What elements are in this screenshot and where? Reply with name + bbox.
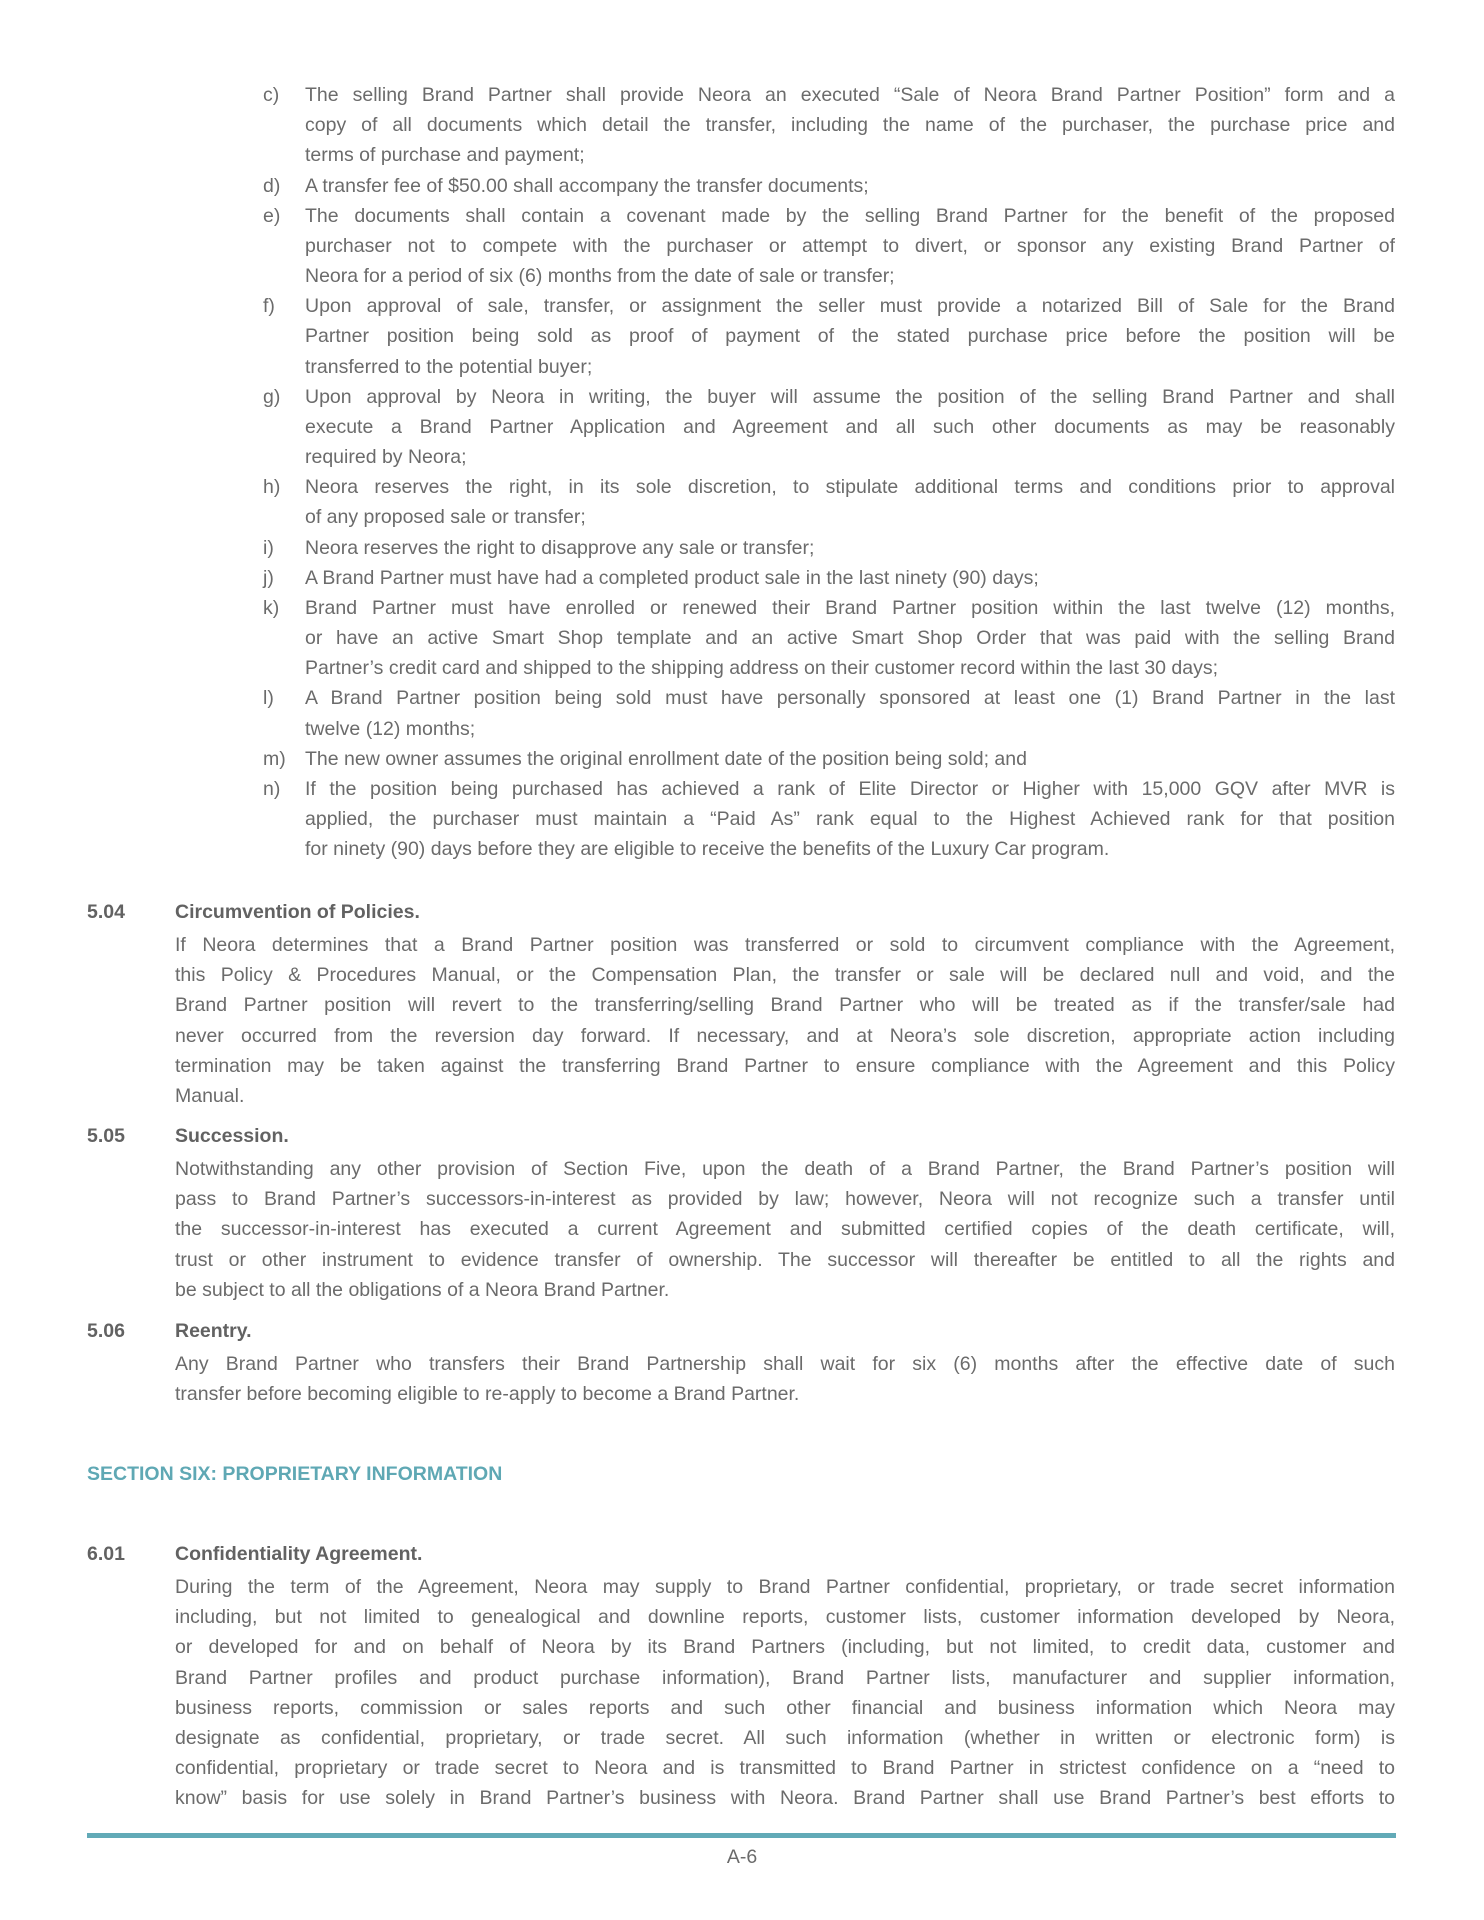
- body-line: Any Brand Partner who transfers their Brand Partnership shall wait for six (6) months after the effective date of such: [175, 1353, 1395, 1375]
- list-marker: f): [263, 295, 275, 318]
- list-item-line: Neora reserves the right to disapprove any sale or transfer;: [305, 536, 815, 559]
- body-line: business reports, commission or sales reports and such other financial and business information which Neora may: [175, 1696, 1395, 1719]
- list-marker: e): [263, 204, 281, 227]
- body-line: pass to Brand Partner’s successors-in-interest as provided by law; however, Neora will not recognize such a transfer until: [175, 1188, 1395, 1211]
- list-item: [263, 382, 1395, 473]
- list-item-line: transferred to the potential buyer;: [305, 355, 593, 378]
- section-number: 6.01: [87, 1543, 125, 1565]
- list-item-line: for ninety (90) days before they are eligible to receive the benefits of the Luxury Car program.: [305, 838, 1110, 861]
- list-item-line: required by Neora;: [305, 446, 467, 469]
- body-line: confidential, proprietary or trade secret to Neora and is transmitted to Brand Partner in strictest confidence on a “need to: [175, 1757, 1395, 1780]
- list-item-line: The selling Brand Partner shall provide Neora an executed “Sale of Neora Brand Partner Position” form and a: [305, 84, 1395, 106]
- list-item-line: If the position being purchased has achieved a rank of Elite Director or Higher with 15,000 GQV after MVR is: [305, 777, 1395, 800]
- list-item: [263, 533, 1395, 563]
- body-line: termination may be taken against the transferring Brand Partner to ensure compliance with the Agreement and this Policy: [175, 1054, 1395, 1077]
- body-line: know” basis for use solely in Brand Partner’s business with Neora. Brand Partner shall use Brand Partner’s best efforts to: [175, 1787, 1395, 1810]
- list-item-line: Upon approval by Neora in writing, the buyer will assume the position of the selling Brand Partner and shall: [305, 385, 1395, 408]
- body-line: Manual.: [175, 1084, 245, 1107]
- list-marker: c): [263, 84, 280, 106]
- list-item: [263, 563, 1395, 593]
- list-marker: m): [263, 747, 286, 770]
- section-heading: Circumvention of Policies.: [175, 901, 420, 923]
- list-item-line: twelve (12) months;: [305, 717, 476, 740]
- footer-rule: [87, 1833, 1396, 1838]
- list-item-line: applied, the purchaser must maintain a “Paid As” rank equal to the Highest Achieved rank for that position: [305, 808, 1395, 831]
- list-item: [263, 171, 1395, 201]
- page-number: A-6: [726, 1846, 758, 1868]
- list-item-line: or have an active Smart Shop template and an active Smart Shop Order that was paid with the selling Brand: [305, 627, 1395, 650]
- list-item-line: A Brand Partner position being sold must have personally sponsored at least one (1) Brand Partner in the last: [305, 687, 1395, 710]
- body-line: Brand Partner profiles and product purchase information), Brand Partner lists, manufacturer and supplier information,: [175, 1666, 1395, 1689]
- body-line: trust or other instrument to evidence transfer of ownership. The successor will thereafter be entitled to all the rights and: [175, 1248, 1395, 1271]
- body-line: If Neora determines that a Brand Partner position was transferred or sold to circumvent compliance with the Agreement,: [175, 934, 1395, 956]
- body-line: During the term of the Agreement, Neora may supply to Brand Partner confidential, proprietary, or trade secret information: [175, 1576, 1395, 1598]
- list-item: [263, 291, 1395, 382]
- list-item-line: Brand Partner must have enrolled or renewed their Brand Partner position within the last twelve (12) months,: [305, 596, 1395, 619]
- list-item: [263, 201, 1395, 292]
- section-heading: Succession.: [175, 1125, 289, 1147]
- list-item-line: A transfer fee of $50.00 shall accompany the transfer documents;: [305, 174, 869, 197]
- list-item: [263, 80, 1395, 171]
- list-item: [263, 683, 1395, 743]
- section-body: [175, 1349, 1395, 1409]
- section-six-title: SECTION SIX: PROPRIETARY INFORMATION: [87, 1463, 503, 1485]
- list-item-line: Upon approval of sale, transfer, or assignment the seller must provide a notarized Bill of Sale for the Brand: [305, 295, 1395, 318]
- list-item-line: The documents shall contain a covenant made by the selling Brand Partner for the benefit of the proposed: [305, 204, 1395, 227]
- list-marker: k): [263, 596, 280, 619]
- body-line: Brand Partner position will revert to the transferring/selling Brand Partner who will be treated as if the transfer/sale had: [175, 994, 1395, 1017]
- list-item: [263, 744, 1395, 774]
- section-body: [175, 1154, 1395, 1305]
- list-marker: l): [263, 687, 274, 710]
- list-item-line: Neora reserves the right, in its sole discretion, to stipulate additional terms and conditions prior to approval: [305, 476, 1395, 499]
- list-item-line: of any proposed sale or transfer;: [305, 506, 586, 529]
- list-item-line: terms of purchase and payment;: [305, 144, 585, 167]
- section-heading: Confidentiality Agreement.: [175, 1543, 423, 1565]
- list-item: [263, 774, 1395, 865]
- list-item-line: A Brand Partner must have had a completed product sale in the last ninety (90) days;: [305, 566, 1039, 589]
- list-marker: d): [263, 174, 281, 197]
- list-marker: h): [263, 476, 281, 499]
- section-heading: Reentry.: [175, 1320, 252, 1342]
- section-number: 5.04: [87, 901, 125, 923]
- body-line: be subject to all the obligations of a Neora Brand Partner.: [175, 1278, 670, 1301]
- section-body: [175, 1572, 1395, 1813]
- list-item-line: copy of all documents which detail the transfer, including the name of the purchaser, the purchase price and: [305, 114, 1395, 137]
- list-item-line: Partner’s credit card and shipped to the shipping address on their customer record within the last 30 days;: [305, 657, 1219, 680]
- section-body: [175, 930, 1395, 1111]
- list-item: [263, 593, 1395, 684]
- list-item-line: Neora for a period of six (6) months from the date of sale or transfer;: [305, 265, 895, 288]
- body-line: the successor-in-interest has executed a current Agreement and submitted certified copies of the death certificate, will,: [175, 1218, 1395, 1241]
- list-item-line: The new owner assumes the original enrollment date of the position being sold; and: [305, 747, 1027, 770]
- list-marker: j): [263, 566, 274, 589]
- body-line: Notwithstanding any other provision of Section Five, upon the death of a Brand Partner, the Brand Partner’s position will: [175, 1158, 1395, 1180]
- list-item-line: purchaser not to compete with the purchaser or attempt to divert, or sponsor any existing Brand Partner of: [305, 234, 1395, 257]
- body-line: or developed for and on behalf of Neora by its Brand Partners (including, but not limited, to credit data, customer and: [175, 1636, 1395, 1659]
- section-number: 5.06: [87, 1320, 125, 1342]
- list-item: [263, 472, 1395, 532]
- list-item-line: execute a Brand Partner Application and Agreement and all such other documents as may be reasonably: [305, 415, 1395, 438]
- body-line: including, but not limited to genealogical and downline reports, customer lists, customer information developed by Neora,: [175, 1606, 1395, 1629]
- body-line: never occurred from the reversion day forward. If necessary, and at Neora’s sole discretion, appropriate action including: [175, 1024, 1395, 1047]
- list-marker: g): [263, 385, 281, 408]
- list-item-line: Partner position being sold as proof of payment of the stated purchase price before the position will be: [305, 325, 1395, 348]
- transfer-conditions-list: [263, 80, 1395, 864]
- list-marker: i): [263, 536, 274, 559]
- list-marker: n): [263, 777, 281, 800]
- body-line: this Policy & Procedures Manual, or the Compensation Plan, the transfer or sale will be declared null and void, and the: [175, 964, 1395, 987]
- section-number: 5.05: [87, 1125, 125, 1147]
- body-line: transfer before becoming eligible to re-apply to become a Brand Partner.: [175, 1383, 800, 1406]
- body-line: designate as confidential, proprietary, or trade secret. All such information (whether in written or electronic form) is: [175, 1726, 1395, 1749]
